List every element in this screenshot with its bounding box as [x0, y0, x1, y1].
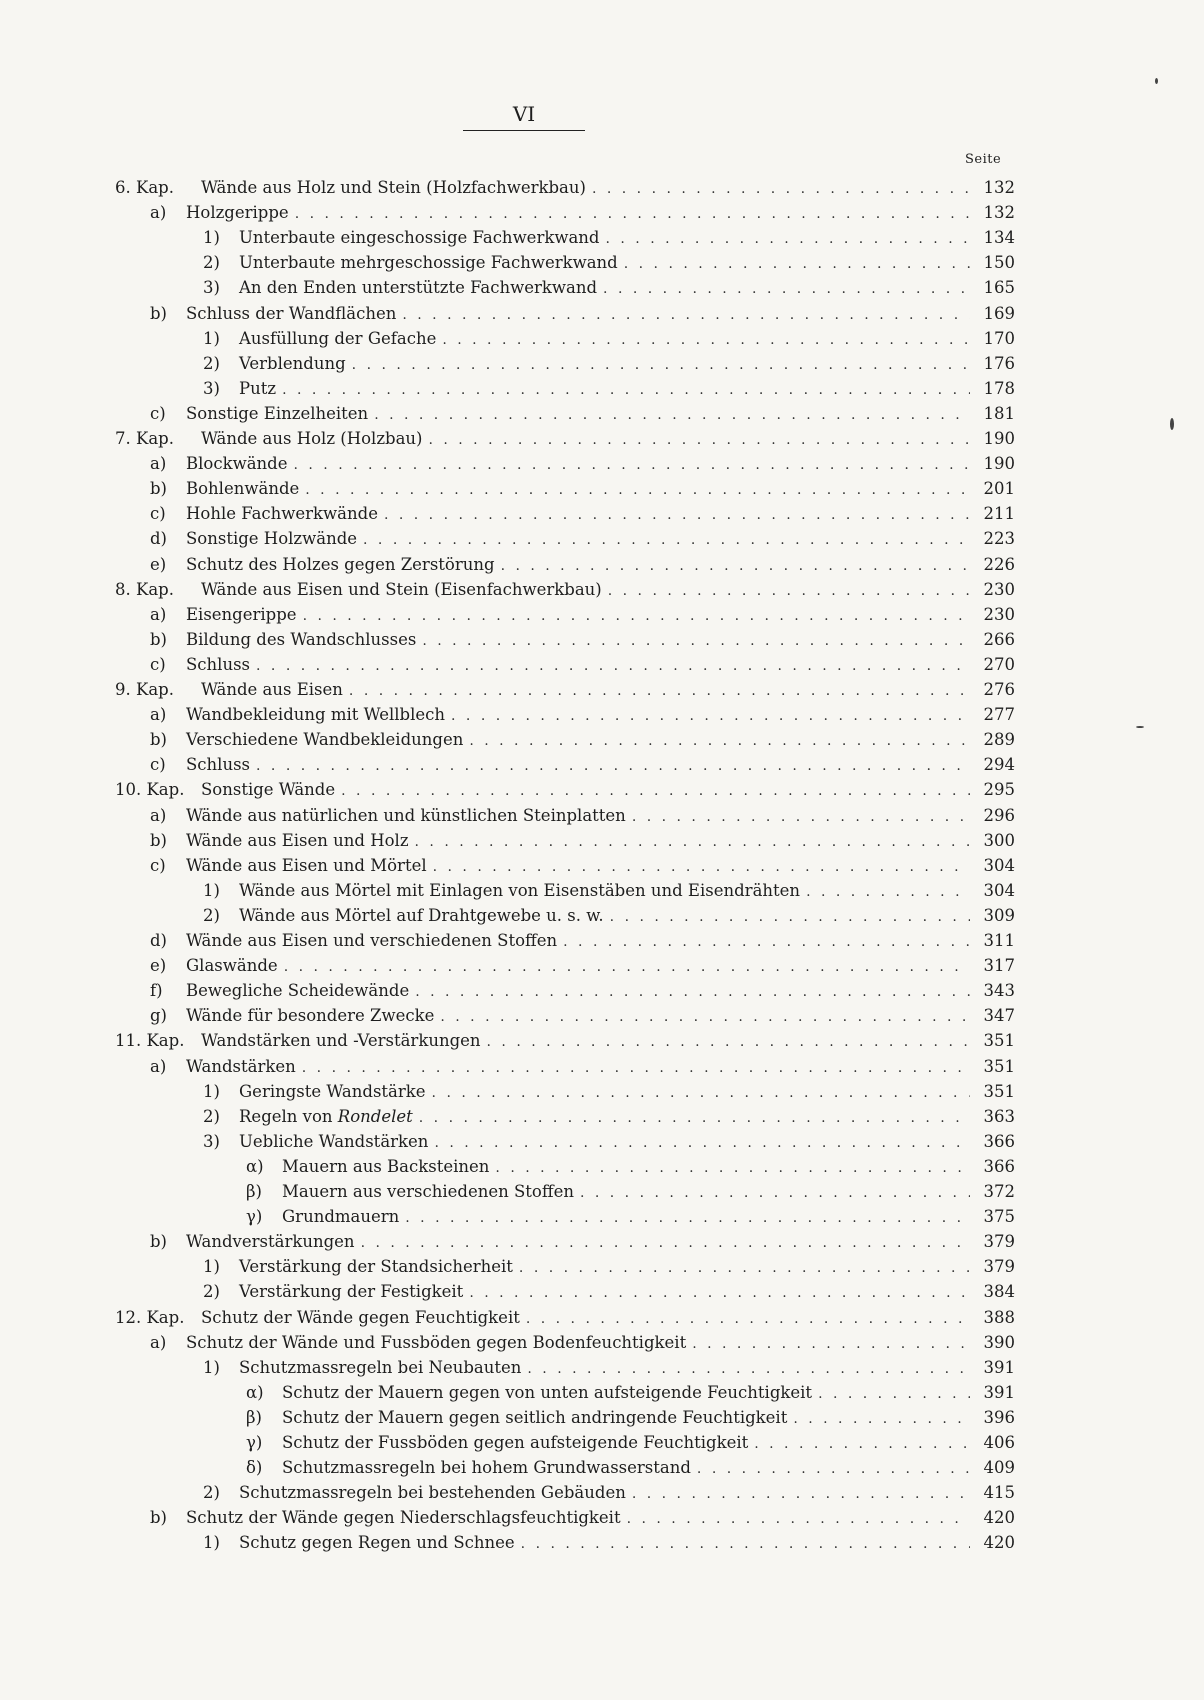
- toc-leader-dots: [256, 753, 970, 779]
- toc-entry-label: b): [150, 1232, 167, 1252]
- toc-entry-page: 351: [983, 1056, 1015, 1076]
- toc-entry-label: a): [150, 705, 167, 725]
- toc-entry-label: b): [150, 830, 167, 850]
- toc-entry-label: a): [150, 454, 167, 474]
- toc-entry-title: Wände aus Eisen und Stein (Eisenfachwerkbau): [201, 579, 602, 599]
- toc-entry-page: 165: [983, 278, 1015, 298]
- toc-entry-page: 150: [983, 253, 1015, 273]
- toc-entry: [203, 878, 1015, 904]
- toc-leader-dots: [361, 1230, 970, 1256]
- toc-entry: [150, 1505, 1015, 1531]
- toc-entry-title: Bewegliche Scheidewände: [186, 981, 410, 1001]
- toc-entry-label: 1): [203, 880, 220, 900]
- toc-leader-dots: [527, 1356, 970, 1382]
- toc-entry: [203, 225, 1015, 251]
- toc-entry-label: β): [246, 1182, 262, 1201]
- toc-entry-page: 170: [983, 328, 1015, 348]
- toc-entry-title: Wände aus Mörtel auf Drahtgewebe u. s. w.: [239, 905, 604, 925]
- toc-entry-label: c): [150, 504, 166, 524]
- toc-entry: [203, 1104, 1015, 1130]
- toc-entry-label: δ): [246, 1458, 263, 1478]
- toc-entry-page: 294: [983, 755, 1015, 775]
- toc-entry-page: 388: [983, 1307, 1015, 1327]
- toc-leader-dots: [256, 653, 970, 679]
- toc-entry-page: 178: [983, 378, 1015, 398]
- toc-leader-dots: [302, 1055, 970, 1081]
- toc-entry-label: 2): [203, 353, 220, 373]
- toc-entry-label: b): [150, 1508, 167, 1528]
- toc-entry-title: Wandbekleidung mit Wellblech: [186, 705, 446, 725]
- toc-entry-title: Ausfüllung der Gefache: [239, 328, 437, 348]
- toc-leader-dots: [419, 1105, 970, 1131]
- toc-entry-label: b): [150, 303, 167, 323]
- toc-entry: [150, 602, 1015, 628]
- toc-entry-label: 8. Kap.: [115, 579, 174, 599]
- toc-entry-page: 375: [983, 1207, 1015, 1227]
- toc-entry-page: 420: [983, 1508, 1015, 1528]
- toc-entry-title: Regeln von Rondelet: [239, 1106, 413, 1126]
- toc-entry-label: a): [150, 1332, 167, 1352]
- toc-entry: [203, 351, 1015, 377]
- toc-leader-dots: [294, 452, 971, 478]
- toc-entry: [246, 1455, 1015, 1481]
- toc-entry-title: Hohle Fachwerkwände: [186, 504, 378, 524]
- toc-entry-title: Verschiedene Wandbekleidungen: [186, 730, 464, 750]
- toc-entry: [150, 451, 1015, 477]
- toc-leader-dots: [697, 1456, 970, 1482]
- toc-entry-page: 289: [983, 730, 1015, 750]
- toc-entry: [203, 1279, 1015, 1305]
- toc-entry: [203, 275, 1015, 301]
- toc-leader-dots: [627, 1506, 970, 1532]
- toc-leader-dots: [341, 778, 970, 804]
- toc-leader-dots: [433, 854, 970, 880]
- toc-entry-label: 2): [203, 1106, 220, 1126]
- toc-leader-dots: [818, 1381, 970, 1407]
- toc-entry: [203, 1480, 1015, 1506]
- toc-entry-page: 300: [983, 830, 1015, 850]
- toc-entry: [150, 526, 1015, 552]
- toc-entry-label: 3): [203, 378, 220, 398]
- toc-entry-title: Schutzmassregeln bei bestehenden Gebäuden: [239, 1483, 626, 1503]
- toc-entry-label: 7. Kap.: [115, 429, 174, 448]
- toc-entry-page: 396: [983, 1407, 1015, 1427]
- toc-entry: [150, 1003, 1015, 1029]
- toc-entry: [203, 1530, 1015, 1556]
- toc-entry: [115, 1305, 1015, 1331]
- toc-entry-label: γ): [246, 1433, 263, 1452]
- toc-entry-page: 226: [983, 554, 1015, 574]
- toc-entry-label: 11. Kap.: [115, 1031, 185, 1051]
- toc-entry: [203, 326, 1015, 352]
- toc-entry-label: a): [150, 805, 167, 825]
- toc-entry-page: 391: [983, 1382, 1015, 1402]
- toc-entry-label: 10. Kap.: [115, 780, 185, 800]
- toc-leader-dots: [352, 352, 970, 378]
- toc-leader-dots: [521, 1531, 970, 1557]
- toc-entry-title: Eisengerippe: [186, 604, 297, 624]
- toc-entry-title: Schutzmassregeln bei hohem Grundwasserstand: [282, 1458, 691, 1478]
- toc-entry-title: Bohlenwände: [186, 479, 300, 499]
- toc-entry-page: 132: [983, 178, 1015, 197]
- toc-leader-dots: [487, 1029, 970, 1055]
- toc-entry-title: Grundmauern: [282, 1207, 400, 1227]
- toc-entry-title: Schutz der Wände gegen Feuchtigkeit: [201, 1307, 520, 1327]
- toc-leader-dots: [284, 954, 970, 980]
- toc-leader-dots: [428, 427, 970, 453]
- toc-entry-label: 1): [203, 1257, 220, 1277]
- toc-leader-dots: [754, 1431, 970, 1457]
- toc-entry-page: 223: [983, 529, 1015, 549]
- print-speck: [1170, 418, 1174, 430]
- toc-entry-title: Sonstige Einzelheiten: [186, 403, 369, 423]
- toc-entry-page: 372: [983, 1182, 1015, 1201]
- toc-entry-label: g): [150, 1006, 167, 1026]
- toc-entry-page: 311: [983, 931, 1015, 950]
- toc-entry-page: 277: [983, 705, 1015, 725]
- toc-entry-page: 343: [983, 981, 1015, 1001]
- toc-entry: [150, 627, 1015, 653]
- toc-entry-label: a): [150, 604, 167, 624]
- toc-entry-title: Schutz der Mauern gegen von unten aufsteigende Feuchtigkeit: [282, 1382, 813, 1402]
- toc-entry-label: β): [246, 1407, 262, 1427]
- toc-entry: [246, 1380, 1015, 1406]
- toc-entry-title: Schutz der Fussböden gegen aufsteigende Feuchtigkeit: [282, 1433, 749, 1452]
- toc-leader-dots: [415, 829, 970, 855]
- toc-entry-title: Wände aus Eisen und Holz: [186, 830, 409, 850]
- toc-entry-label: c): [150, 855, 166, 875]
- toc-entry-title: Schluss der Wandflächen: [186, 303, 397, 323]
- toc-leader-dots: [563, 929, 970, 955]
- toc-entry-title: Schutz gegen Regen und Schnee: [239, 1533, 515, 1553]
- toc-entry: [115, 426, 1015, 452]
- toc-entry: [150, 727, 1015, 753]
- toc-entry-title: Verstärkung der Festigkeit: [239, 1282, 464, 1302]
- toc-entry-page: 190: [983, 429, 1015, 448]
- toc-entry: [246, 1204, 1015, 1230]
- toc-entry-title: Wände für besondere Zwecke: [186, 1006, 435, 1026]
- toc-leader-dots: [440, 1004, 970, 1030]
- toc-leader-dots: [519, 1255, 970, 1281]
- toc-entry-page: 379: [983, 1257, 1015, 1277]
- toc-leader-dots: [632, 1481, 970, 1507]
- toc-entry-page: 181: [983, 403, 1015, 423]
- toc-entry: [115, 175, 1015, 201]
- toc-entry-title: Geringste Wandstärke: [239, 1081, 426, 1101]
- toc-entry: [150, 401, 1015, 427]
- toc-entry-label: b): [150, 730, 167, 750]
- toc-entry: [246, 1179, 1015, 1205]
- toc-entry-label: d): [150, 931, 167, 950]
- toc-entry: [203, 250, 1015, 276]
- toc-entry-label: 2): [203, 905, 220, 925]
- toc-entry-label: 1): [203, 1081, 220, 1101]
- toc-entry: [150, 953, 1015, 979]
- toc-entry: [115, 677, 1015, 703]
- toc-entry-label: 1): [203, 228, 220, 248]
- toc-entry: [115, 777, 1015, 803]
- toc-leader-dots: [526, 1306, 970, 1332]
- toc-entry-page: 406: [983, 1433, 1015, 1452]
- toc-entry-title: Sonstige Holzwände: [186, 529, 358, 549]
- toc-entry: [150, 828, 1015, 854]
- toc-entry: [246, 1154, 1015, 1180]
- toc-entry-title: Putz: [239, 378, 277, 398]
- page-number-text: VI: [512, 102, 536, 126]
- toc-entry-label: 2): [203, 1282, 220, 1302]
- toc-leader-dots: [469, 728, 970, 754]
- toc-entry-page: 176: [983, 353, 1015, 373]
- toc-entry-page: 296: [983, 805, 1015, 825]
- toc-entry: [246, 1430, 1015, 1456]
- toc-entry-title: Unterbaute eingeschossige Fachwerkwand: [239, 228, 600, 248]
- toc-entry-title: Glaswände: [186, 956, 278, 976]
- toc-entry-page: 230: [983, 604, 1015, 624]
- toc-entry: [203, 1129, 1015, 1155]
- print-speck: [1155, 78, 1158, 84]
- toc-leader-dots: [434, 1130, 970, 1156]
- toc-entry-label: 3): [203, 278, 220, 298]
- toc-entry: [150, 1229, 1015, 1255]
- toc-entry-page: 347: [983, 1006, 1015, 1026]
- toc-entry-page: 351: [983, 1081, 1015, 1101]
- page-number: [463, 100, 585, 131]
- toc-entry-title: Wandverstärkungen: [186, 1232, 355, 1252]
- toc-entry-label: f): [150, 981, 163, 1001]
- toc-entry-title: Verblendung: [239, 353, 346, 373]
- toc-entry-page: 304: [983, 855, 1015, 875]
- toc-entry-title: Mauern aus Backsteinen: [282, 1156, 490, 1176]
- toc-entry-label: b): [150, 479, 167, 499]
- toc-leader-dots: [793, 1406, 970, 1432]
- toc-entry-label: α): [246, 1382, 264, 1402]
- toc-entry: [203, 1254, 1015, 1280]
- toc-entry-page: 366: [983, 1156, 1015, 1176]
- toc-entry-label: 1): [203, 328, 220, 348]
- toc-leader-dots: [606, 226, 971, 252]
- toc-entry-page: 169: [983, 303, 1015, 323]
- toc-entry-label: 2): [203, 1483, 220, 1503]
- toc-entry-label: c): [150, 654, 166, 674]
- toc-entry: [246, 1405, 1015, 1431]
- toc-leader-dots: [451, 703, 970, 729]
- toc-entry-title: Wände aus Eisen und Mörtel: [186, 855, 427, 875]
- toc-leader-dots: [624, 251, 970, 277]
- toc-entry-title: Holzgerippe: [186, 203, 289, 223]
- toc-entry-page: 317: [983, 956, 1015, 976]
- toc-entry-title: Blockwände: [186, 454, 288, 474]
- toc-leader-dots: [603, 276, 970, 302]
- toc-entry-title: Bildung des Wandschlusses: [186, 629, 417, 649]
- toc-entry-page: 270: [983, 654, 1015, 674]
- toc-entry-label: 6. Kap.: [115, 178, 174, 197]
- toc-leader-dots: [384, 502, 970, 528]
- toc-leader-dots: [282, 377, 970, 403]
- toc-entry-page: 201: [983, 479, 1015, 499]
- toc-leader-dots: [501, 553, 970, 579]
- toc-entry-title: Schutz des Holzes gegen Zerstörung: [186, 554, 495, 574]
- toc-entry-page: 211: [983, 504, 1015, 524]
- toc-entry-page: 304: [983, 880, 1015, 900]
- toc-leader-dots: [405, 1205, 970, 1231]
- toc-entry-label: 2): [203, 253, 220, 273]
- toc-entry-page: 230: [983, 579, 1015, 599]
- toc-leader-dots: [303, 603, 970, 629]
- toc-entry-title: Schutz der Wände und Fussböden gegen Bodenfeuchtigkeit: [186, 1332, 687, 1352]
- toc-leader-dots: [422, 628, 970, 654]
- toc-entry: [203, 1355, 1015, 1381]
- toc-entry-page: 415: [983, 1483, 1015, 1503]
- toc-entry-title: Schluss: [186, 755, 251, 775]
- toc-leader-dots: [295, 201, 970, 227]
- toc-entry-title: Wandstärken: [186, 1056, 296, 1076]
- toc-entry: [150, 301, 1015, 327]
- toc-leader-dots: [432, 1080, 970, 1106]
- toc-entry: [150, 702, 1015, 728]
- toc-entry-page: 190: [983, 454, 1015, 474]
- toc-entry-title: Wände aus Eisen und verschiedenen Stoffen: [186, 931, 558, 950]
- toc-entry-title: Wände aus Holz (Holzbau): [201, 429, 423, 448]
- toc-entry-label: a): [150, 203, 167, 223]
- toc-leader-dots: [580, 1180, 970, 1206]
- toc-leader-dots: [692, 1331, 970, 1357]
- toc-entry-title: Schutz der Mauern gegen seitlich andringende Feuchtigkeit: [282, 1407, 788, 1427]
- toc-entry-page: 409: [983, 1458, 1015, 1478]
- toc-leader-dots: [402, 302, 970, 328]
- toc-entry-page: 384: [983, 1282, 1015, 1302]
- toc-entry-page: 132: [983, 203, 1015, 223]
- toc-entry: [150, 928, 1015, 954]
- toc-entry-label: 1): [203, 1533, 220, 1553]
- toc-leader-dots: [349, 678, 970, 704]
- toc-entry: [150, 752, 1015, 778]
- toc-entry-page: 276: [983, 680, 1015, 699]
- toc-entry: [150, 501, 1015, 527]
- seite-column-label: Seite: [965, 152, 1002, 167]
- toc-entry: [150, 853, 1015, 879]
- print-speck: [1136, 726, 1144, 728]
- toc-entry: [203, 903, 1015, 929]
- toc-entry: [115, 1028, 1015, 1054]
- toc-entry: [150, 476, 1015, 502]
- toc-entry: [203, 376, 1015, 402]
- toc-entry-label: c): [150, 755, 166, 775]
- toc-entry-title: Verstärkung der Standsicherheit: [239, 1257, 513, 1277]
- toc-entry: [150, 1330, 1015, 1356]
- toc-entry-title: Wände aus Eisen: [201, 680, 343, 699]
- toc-entry: [150, 652, 1015, 678]
- toc-entry-label: 9. Kap.: [115, 680, 174, 699]
- toc-entry-title: Uebliche Wandstärken: [239, 1131, 429, 1151]
- toc-entry-page: 366: [983, 1131, 1015, 1151]
- toc-leader-dots: [610, 904, 970, 930]
- toc-entry-title: Wände aus Mörtel mit Einlagen von Eisenstäben und Eisendrähten: [239, 880, 801, 900]
- toc-entry: [150, 200, 1015, 226]
- toc-entry-label: 3): [203, 1131, 220, 1151]
- toc-entry-title: Wandstärken und -Verstärkungen: [201, 1031, 481, 1051]
- toc-entry-label: c): [150, 403, 166, 423]
- toc-entry-title-italic: Rondelet: [332, 1106, 413, 1126]
- toc-entry-page: 351: [983, 1031, 1015, 1051]
- toc-entry-page: 295: [983, 780, 1015, 800]
- toc-leader-dots: [608, 578, 970, 604]
- toc-entry-page: 391: [983, 1357, 1015, 1377]
- toc-entry-page: 390: [983, 1332, 1015, 1352]
- toc-entry-label: e): [150, 554, 167, 574]
- toc-entry-title: Wände aus natürlichen und künstlichen Steinplatten: [186, 805, 626, 825]
- toc-entry-label: 12. Kap.: [115, 1307, 185, 1327]
- toc-entry-page: 309: [983, 905, 1015, 925]
- toc-entry: [150, 803, 1015, 829]
- toc-entry: [203, 1079, 1015, 1105]
- toc-leader-dots: [632, 804, 970, 830]
- toc-leader-dots: [415, 979, 970, 1005]
- toc-entry-page: 420: [983, 1533, 1015, 1553]
- toc-entry-label: γ): [246, 1207, 263, 1227]
- toc-entry: [115, 577, 1015, 603]
- toc-entry-label: b): [150, 629, 167, 649]
- toc-entry-label: 1): [203, 1357, 220, 1377]
- toc-leader-dots: [363, 527, 970, 553]
- toc-entry-title: Schutz der Wände gegen Niederschlagsfeuchtigkeit: [186, 1508, 621, 1528]
- toc-entry-title: Schutzmassregeln bei Neubauten: [239, 1357, 522, 1377]
- toc-entry-title: Sonstige Wände: [201, 780, 336, 800]
- toc-entry-label: α): [246, 1156, 264, 1176]
- toc-entry: [150, 978, 1015, 1004]
- toc-entry-title: An den Enden unterstützte Fachwerkwand: [239, 278, 598, 298]
- toc-leader-dots: [495, 1155, 970, 1181]
- toc-entry-label: d): [150, 529, 167, 549]
- toc-leader-dots: [469, 1280, 970, 1306]
- toc-entry-title: Schluss: [186, 654, 251, 674]
- toc-entry: [150, 552, 1015, 578]
- toc-entry-page: 266: [983, 629, 1015, 649]
- toc-entry-title: Wände aus Holz und Stein (Holzfachwerkbau): [201, 178, 586, 197]
- toc-entry-page: 134: [983, 228, 1015, 248]
- toc-entry-label: a): [150, 1056, 167, 1076]
- page-number-rule: [463, 130, 585, 131]
- toc-leader-dots: [592, 176, 970, 202]
- toc-entry-title: Unterbaute mehrgeschossige Fachwerkwand: [239, 253, 618, 273]
- toc-leader-dots: [305, 477, 970, 503]
- toc-entry: [150, 1054, 1015, 1080]
- toc-entry-title: Mauern aus verschiedenen Stoffen: [282, 1182, 574, 1201]
- toc-leader-dots: [806, 879, 970, 905]
- toc-leader-dots: [374, 402, 970, 428]
- toc-entry-page: 379: [983, 1232, 1015, 1252]
- toc-leader-dots: [442, 327, 970, 353]
- toc-entry-label: e): [150, 956, 167, 976]
- toc-entry-page: 363: [983, 1106, 1015, 1126]
